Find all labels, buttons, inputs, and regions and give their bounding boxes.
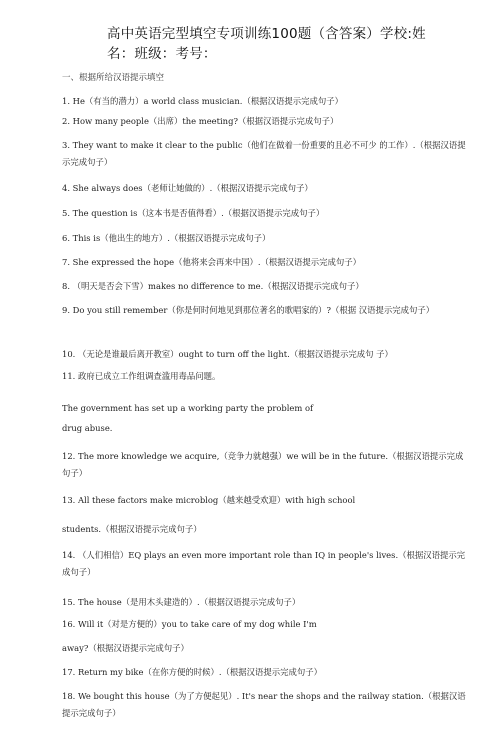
question-line: drug abuse. — [62, 423, 113, 433]
question-line: 1. He（有当的潜力）a world class musician.（根据汉语提示完成句子） — [62, 96, 343, 106]
question-line: 16. Will it（对是方便的）you to take care of my dog while I'm — [62, 619, 317, 629]
question-line: 14. （人们相信）EQ plays an even more important role than IQ in people's lives.（根据汉语提示完成句子） — [62, 550, 466, 577]
question-line: 4. She always does（老师让她做的）.（根据汉语提示完成句子） — [62, 183, 313, 193]
question-line: The government has set up a working party the problem of — [62, 403, 314, 413]
question-line: 3. They want to make it clear to the public（他们在做着一份重要的且必不可少 的工作）.（根据汉语提示完成句子） — [62, 140, 466, 167]
question-line: away?（根据汉语提示完成句子） — [62, 643, 189, 653]
question-line: 13. All these factors make microblog（越来越受欢迎）with high school — [62, 495, 356, 505]
question-line: 17. Return my bike（在你方便的时候）.（根据汉语提示完成句子） — [62, 667, 323, 677]
question-line: 6. This is（他出生的地方）.（根据汉语提示完成句子） — [62, 233, 271, 243]
question-line: 15. The house（是用木头建造的）.（根据汉语提示完成句子） — [62, 597, 301, 607]
question-line: 5. The question is（这本书是否值得看）.（根据汉语提示完成句子） — [62, 208, 325, 218]
section-heading: 一、根据所给汉语提示填空 — [62, 73, 165, 83]
question-line: 12. The more knowledge we acquire,（竞争力就越强）we will be in the future.（根据汉语提示完成句子） — [62, 451, 464, 478]
document-title: 高中英语完型填空专项训练100题（含答案）学校:姓名：班级：考号： — [107, 26, 426, 62]
question-line: 18. We bought this house（为了方便起见）. It's near the shops and the railway station.（根据汉语提示完成句子） — [62, 691, 466, 718]
question-line: 7. She expressed the hope（他将来会再来中国）.（根据汉语提示完成句子） — [62, 257, 362, 267]
question-line: 9. Do you still remember（你是何时何地见到那位著名的歌唱家的）?（根据 汉语提示完成句子） — [62, 305, 435, 315]
question-line: 2. How many people（出席）the meeting?（根据汉语提示完成句子） — [62, 116, 339, 126]
question-line: 10. （无论是谁最后离开教室）ought to turn off the light.（根据汉语提示完成句 子） — [62, 349, 393, 359]
question-line: students.（根据汉语提示完成句子） — [62, 524, 202, 534]
question-line: 11. 政府已成立工作组调查滥用毒品问题。 — [62, 371, 221, 381]
question-line: 8. （明天是否会下雪）makes no difference to me.（根据汉语提示完成句子） — [62, 281, 364, 291]
